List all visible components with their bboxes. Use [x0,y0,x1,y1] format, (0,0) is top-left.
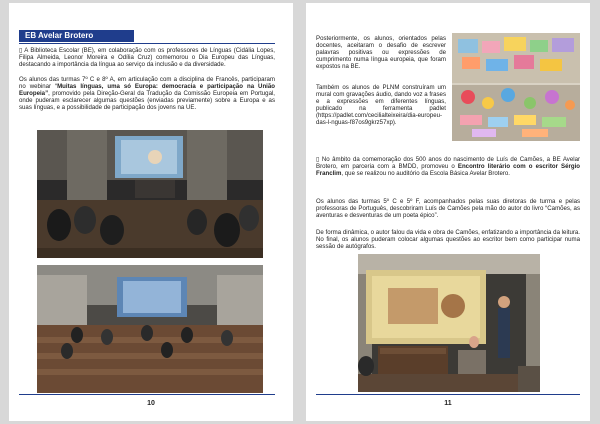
footer-rule [316,394,580,395]
webinar-text-a: Os alunos das turmas 7º C e 8º A, em articulação com a disciplina de Francês, participaram no webinar “ [19,76,275,91]
photo-auditorium [37,265,263,393]
photo-webinar-classroom [37,130,263,258]
paragraph-camoes-event [316,156,580,177]
photo-word-display [452,33,580,141]
camoes-text-b: , que se realizou no auditório da Escola Básica Avelar Brotero. [341,170,510,178]
right-page [306,3,590,421]
webinar-text-b: , promovido pela Direção-Geral da Tradução da Comissão Europeia em Portugal, onde puderam esclarecer algumas questões (enviadas previamente) sobre a Europa e as suas línguas, e a possibilidade de participação dos jovens na UE. [19,90,275,112]
paragraph-classes: Os alunos das turmas 5º C e 5º F, acompanhados pelas suas diretoras de turma e pelas professoras de Português, descobriram Luís de Camões pela mão do autor do livro “Camões, as aventuras e desventuras de um poeta épico”. [316,198,580,220]
paragraph-words-challenge: Posteriormente, os alunos, orientados pelas docentes, aceitaram o desafio de escrever palavras positivas ou expressões de cumprimento numa língua europeia, que foram expostos na BE. [316,35,446,71]
page-number: 10 [147,400,155,407]
left-page [9,3,293,421]
photo-author-presentation [358,254,540,392]
section-header: EB Avelar Brotero [19,30,134,42]
paragraph-dynamic: De forma dinâmica, o autor falou da vida e obra de Camões, enfatizando a importância da leitura. No final, os alunos puderam colocar algumas questões ao escritor bem como participar numa sessão de autógrafos. [316,229,580,251]
encounter-title: Encontro literário com o escritor Sérgio Franclim [316,163,580,178]
header-rule [19,43,275,44]
paragraph-intro: ▯ A Biblioteca Escolar (BE), em colaboração com os professores de Línguas (Cidália Lopes, Filipa Almeida, Leonor Moreira e Odília Cruz) comemorou o Dia Europeu das Línguas, destacando a importância da língua ao serviço da inclusão e da diversidade. [19,47,275,69]
paragraph-padlet-mural: Também os alunos de PLNM construíram um mural com gravações áudio, dando voz a frases e a expressões em diferentes línguas, publicado na ferramenta padlet (https://padlet.com/cecilialteixeira/dia-europeu-das-l-nguas-f87os9gkrz57xp). [316,84,446,127]
camoes-text-a: ▯ No âmbito da comemoração dos 500 anos do nascimento de Luís de Camões, a BE Avelar Brotero, em parceria com a BMDD, promoveu o [316,156,580,171]
webinar-title: Muitas línguas, uma só Europa: democracia e participação na União Europeia” [19,83,275,98]
paragraph-webinar [19,76,275,111]
footer-rule [19,394,275,395]
page-number: 11 [444,400,452,407]
